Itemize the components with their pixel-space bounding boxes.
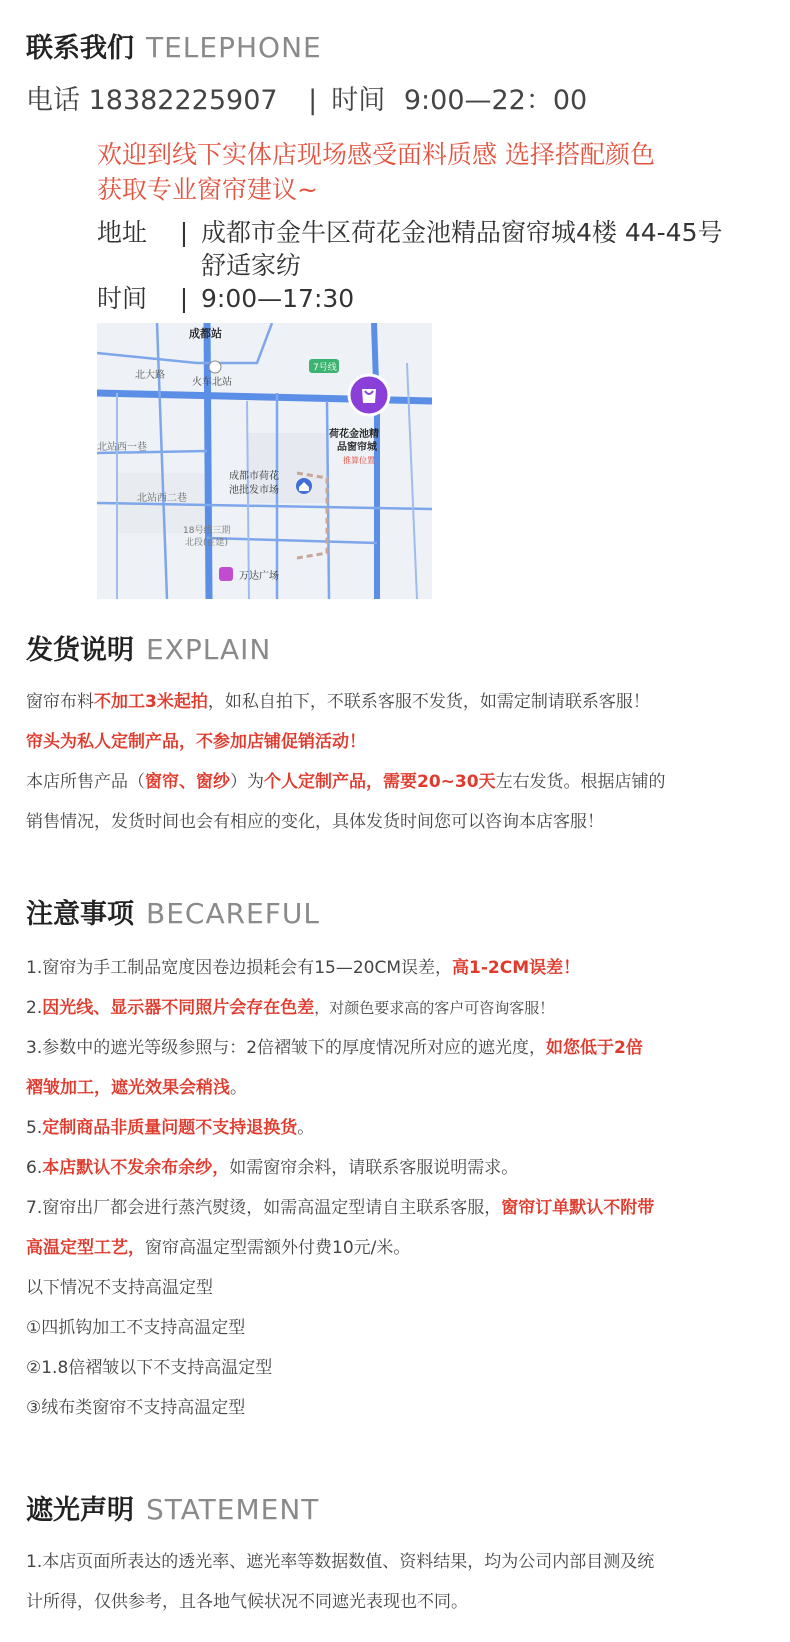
store-promo: [97, 137, 655, 207]
store-hours-separator: |: [179, 284, 189, 313]
contact-section-title: [26, 26, 322, 65]
note-7: [26, 1188, 654, 1228]
note-1-a: 1.窗帘为手工制品宽度因卷边损耗会有15—20CM误差，: [26, 958, 453, 978]
address-separator: |: [179, 218, 189, 247]
store-pin-icon: [349, 375, 389, 415]
map-label-road-4: 18号线三期: [183, 526, 231, 536]
map-label-road-left: 北大路: [135, 370, 165, 381]
note-11: ③绒布类窗帘不支持高温定型: [26, 1398, 246, 1418]
note-5-c: 。: [297, 1118, 315, 1138]
note-8: 以下情况不支持高温定型: [26, 1278, 213, 1298]
map-label-store-2: 品窗帘城: [337, 442, 377, 453]
note-3-a: 3.参数中的遮光等级参照与：2倍褶皱下的厚度情况所对应的遮光度，: [26, 1038, 547, 1058]
note-6-b: 本店默认不发余布余纱，: [42, 1158, 230, 1178]
wanda-shop-icon: [219, 567, 233, 581]
map-label-station: 成都站: [189, 327, 222, 340]
statement-title-zh: 遮光声明: [26, 1495, 134, 1526]
shipping-l3-a: 本店所售产品（: [26, 772, 145, 792]
note-5-b: 定制商品非质量问题不支持退换货: [42, 1118, 298, 1138]
shipping-section-title: [26, 628, 271, 667]
shipping-title-zh: 发货说明: [26, 635, 134, 666]
note-3-c: 褶皱加工，遮光效果会稍浅: [26, 1078, 230, 1098]
phone-number[interactable]: 18382225907: [88, 85, 278, 116]
map-label-wanda: 万达广场: [239, 571, 279, 582]
note-2-a: 2.: [26, 998, 43, 1018]
contact-title-zh: 联系我们: [26, 33, 134, 64]
phone-separator: |: [308, 85, 318, 116]
map-label-store-tag: 推算位置: [343, 456, 375, 465]
promo-line-2: 获取专业窗帘建议~: [97, 175, 318, 204]
statement-body: [26, 1542, 654, 1622]
address-line-1: 成都市金牛区荷花金池精品窗帘城4楼 44-45号: [201, 218, 723, 247]
metro-label: 7号线: [313, 363, 337, 373]
note-7-cont: [26, 1228, 654, 1268]
note-9: ①四抓钩加工不支持高温定型: [26, 1318, 246, 1338]
note-5: [26, 1108, 654, 1148]
shipping-l1-c: ，如私自拍下，不联系客服不发货，如需定制请联系客服！: [207, 692, 650, 712]
store-location-map[interactable]: [97, 323, 432, 599]
map-label-market-2: 池批发市场: [229, 485, 279, 496]
shipping-l3-d: 个人定制产品，需要20~30天: [264, 772, 496, 792]
map-label-market-1: 成都市荷花: [229, 471, 279, 482]
store-hours-label: 时间: [97, 284, 148, 313]
note-6-a: 6.: [26, 1158, 43, 1178]
map-label-road-3: 北站西二巷: [137, 493, 187, 504]
note-1: [26, 948, 654, 988]
note-7-d: 窗帘高温定型需额外付费10元/米。: [145, 1238, 411, 1258]
note-6: [26, 1148, 654, 1188]
shipping-title-en: EXPLAIN: [146, 633, 272, 666]
shipping-l3-b: 窗帘、窗纱: [145, 772, 230, 792]
note-7-b: 窗帘订单默认不附带: [501, 1198, 655, 1218]
note-1-b: 高1-2CM误差！: [452, 958, 581, 978]
note-3: [26, 1028, 654, 1068]
shipping-line-1: [26, 682, 666, 722]
map-label-north-station: 火车北站: [192, 377, 232, 388]
notes-body: [26, 948, 654, 1428]
statement-line-2: 计所得，仅供参考，且各地气候状况不同遮光表现也不同。: [26, 1592, 468, 1612]
note-7-a: 7.窗帘出厂都会进行蒸汽熨烫，如需高温定型请自主联系客服，: [26, 1198, 502, 1218]
note-2-b: 因光线、显示器不同照片会存在色差: [42, 998, 315, 1018]
note-3-d: 。: [230, 1078, 247, 1098]
note-2-c: ，对颜色要求高的客户可咨询客服！: [314, 999, 555, 1017]
store-hours: 9:00—17:30: [201, 284, 355, 313]
statement-title-en: STATEMENT: [146, 1493, 320, 1526]
shipping-l3-c: ）为: [230, 772, 264, 792]
promo-line-1: 欢迎到线下实体店现场感受面料质感 选择搭配颜色: [97, 140, 655, 169]
shipping-body: [26, 682, 666, 842]
note-5-a: 5.: [26, 1118, 43, 1138]
note-6-c: 如需窗帘余料，请联系客服说明需求。: [229, 1158, 519, 1178]
map-label-road-2: 北站西一巷: [97, 442, 147, 453]
address-line-2: 舒适家纺: [201, 251, 302, 280]
shipping-line-2: 帘头为私人定制产品，不参加店铺促销活动！: [26, 732, 366, 752]
shipping-line-4: 销售情况，发货时间也会有相应的变化，具体发货时间您可以咨询本店客服！: [26, 812, 604, 832]
note-10: ②1.8倍褶皱以下不支持高温定型: [26, 1358, 273, 1378]
address-label: 地址: [97, 218, 148, 247]
shipping-line-3: [26, 762, 666, 802]
service-hours: 9:00—22：00: [403, 85, 588, 116]
note-2: [26, 988, 654, 1028]
shipping-l3-e: 左右发货。根据店铺的: [495, 772, 666, 792]
map-label-store-1: 荷花金池精: [329, 429, 379, 440]
hours-label: 时间: [331, 85, 386, 116]
shipping-l1-a: 窗帘布料: [26, 692, 94, 712]
contact-title-en: TELEPHONE: [146, 31, 322, 64]
note-3-b: 如您低于2倍: [546, 1038, 643, 1058]
notes-title-en: BECAREFUL: [146, 897, 320, 930]
phone-label: 电话: [26, 85, 80, 116]
note-3-cont: [26, 1068, 654, 1108]
store-address-block: [97, 216, 723, 315]
notes-section-title: [26, 892, 320, 931]
notes-title-zh: 注意事项: [26, 899, 134, 930]
map-graphic: [97, 323, 432, 599]
note-7-c: 高温定型工艺，: [26, 1238, 145, 1258]
map-label-road-5: 北段(在建): [185, 538, 229, 548]
statement-line-1: 1.本店页面所表达的透光率、遮光率等数据数值、资料结果，均为公司内部目测及统: [26, 1552, 655, 1572]
phone-line: [26, 78, 587, 117]
statement-section-title: [26, 1488, 319, 1527]
shipping-l1-b: 不加工3米起拍: [94, 692, 208, 712]
